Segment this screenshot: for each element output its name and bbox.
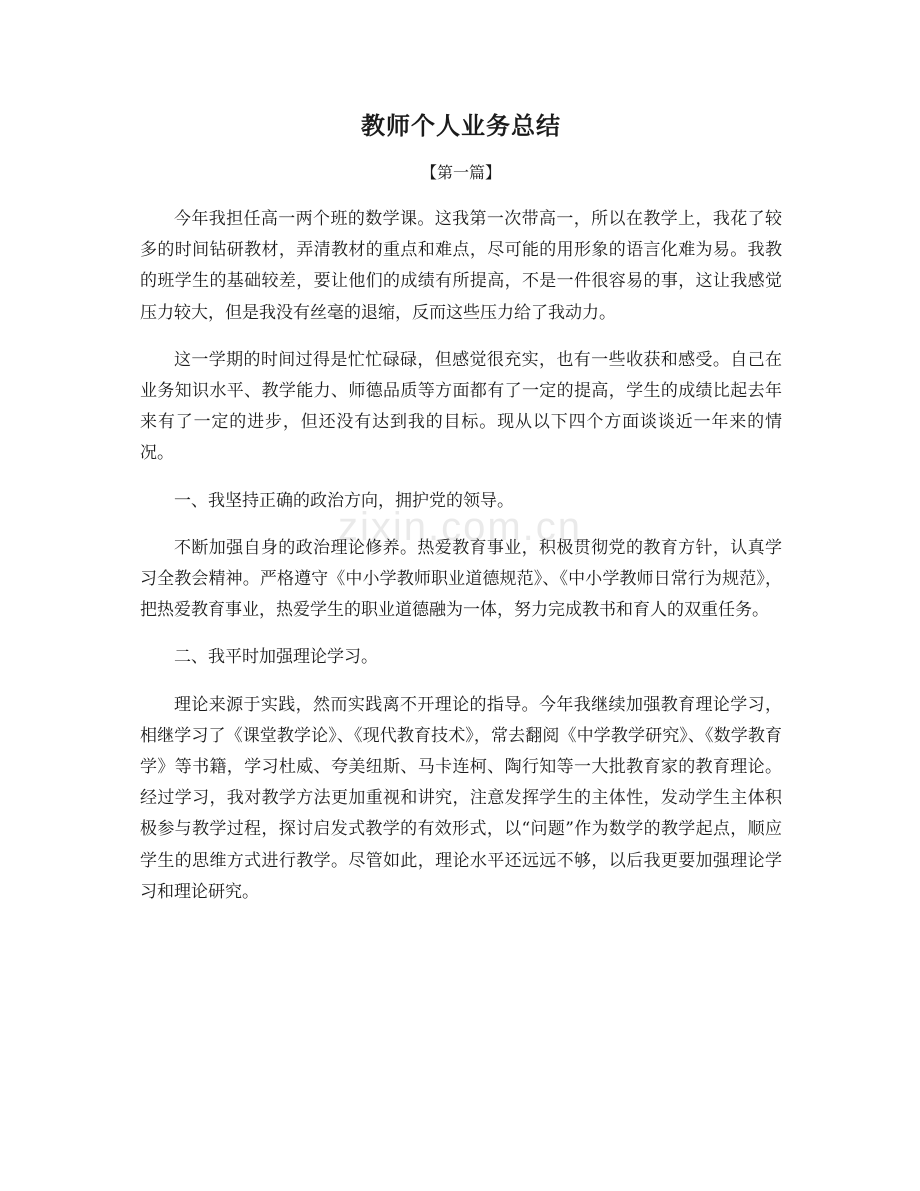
paragraph-theory: 理论来源于实践，然而实践离不开理论的指导。今年我继续加强教育理论学习，相继学习了《课堂教学论》、《现代教育技术》，常去翻阅《中学教学研究》、《数学教育学》等书籍，学习杜威、夸美纽斯、马卡连柯、陶行知等一大批教育家的教育理论。经过学习，我对教学方法更加重视和讲究，注意发挥学生的主体性，发动学生主体积极参与教学过程，探讨启发式教学的有效形式，以“问题”作为数学的教学起点，顺应学生的思维方式进行教学。尽管如此，理论水平还远远不够，以后我更要加强理论学习和理论研究。 — [140, 694, 782, 902]
section-heading-theory: 二、我平时加强理论学习。 — [174, 647, 378, 668]
paragraph-intro: 今年我担任高一两个班的数学课。这我第一次带高一，所以在教学上，我花了较多的时间钻研教材，弄清教材的重点和难点，尽可能的用形象的语言化难为易。我教的班学生的基础较差，要让他们的成绩有所提高，不是一件很容易的事，这让我感觉压力较大，但是我没有丝毫的退缩，反而这些压力给了我动力。 — [140, 209, 782, 323]
watermark: zixin.com.cn — [337, 505, 583, 549]
section-heading-politics: 一、我坚持正确的政治方向，拥护党的领导。 — [174, 490, 514, 511]
paragraph-politics: 不断加强自身的政治理论修养。热爱教育事业，积极贯彻党的教育方针，认真学习全教会精神。严格遵守《中小学教师职业道德规范》、《中小学教师日常行为规范》，把热爱教育事业，热爱学生的职业道德融为一体，努力完成教书和育人的双重任务。 — [140, 537, 782, 621]
document-title: 教师个人业务总结 — [361, 111, 561, 140]
section-label: 【第一篇】 — [420, 163, 501, 182]
paragraph-summary: 这一学期的时间过得是忙忙碌碌，但感觉很充实，也有一些收获和感受。自己在业务知识水平、教学能力、师德品质等方面都有了一定的提高，学生的成绩比起去年来有了一定的进步，但还没有达到我的目标。现从以下四个方面谈谈近一年来的情况。 — [140, 349, 782, 464]
document-body — [140, 204, 782, 924]
